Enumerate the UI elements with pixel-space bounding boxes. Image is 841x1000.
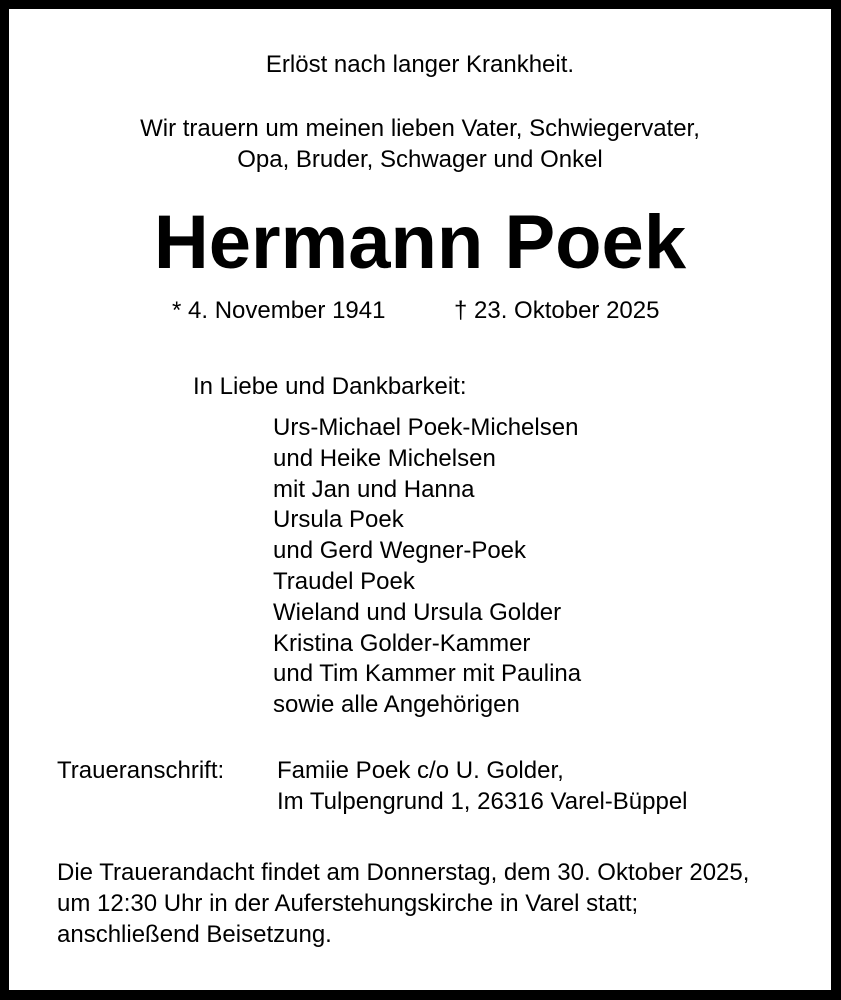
thanks-heading: In Liebe und Dankbarkeit:	[193, 373, 467, 400]
mourning-line-2: Opa, Bruder, Schwager und Onkel	[237, 146, 603, 173]
service-info	[57, 857, 749, 950]
mourner: Traudel Poek	[273, 567, 415, 595]
mourner: Wieland und Ursula Golder	[273, 598, 562, 626]
mourners-list	[273, 413, 581, 721]
mourner: und Heike Michelsen	[273, 444, 496, 472]
mourner: Ursula Poek	[273, 506, 404, 534]
mourner: Urs-Michael Poek-Michelsen	[273, 414, 579, 441]
mourner: und Gerd Wegner-Poek	[273, 537, 527, 565]
mourner: mit Jan und Hanna	[273, 475, 475, 503]
obituary-notice	[9, 9, 831, 990]
address-label: Traueranschrift:	[57, 757, 225, 784]
service-line: Die Trauerandacht findet am Donnerstag, dem 30. Oktober 2025,	[57, 859, 750, 886]
mourner: und Tim Kammer mit Paulina	[273, 660, 582, 688]
deceased-name: Hermann Poek	[153, 200, 687, 285]
intro-text: Erlöst nach langer Krankheit.	[265, 51, 575, 78]
mourning-line-1: Wir trauern um meinen lieben Vater, Schwiegervater,	[140, 115, 700, 142]
mourning-address	[277, 755, 688, 817]
service-line: um 12:30 Uhr in der Auferstehungskirche in Varel statt;	[57, 890, 639, 917]
address-line: Famiie Poek c/o U. Golder,	[277, 757, 564, 784]
address-line: Im Tulpengrund 1, 26316 Varel-Büppel	[277, 788, 688, 815]
life-dates	[172, 295, 660, 326]
mourner: Kristina Golder-Kammer	[273, 629, 531, 657]
death-date: † 23. Oktober 2025	[454, 297, 660, 324]
birth-date: * 4. November 1941	[172, 297, 386, 324]
service-line: anschließend Beisetzung.	[57, 921, 332, 948]
mourner: sowie alle Angehörigen	[273, 691, 520, 719]
